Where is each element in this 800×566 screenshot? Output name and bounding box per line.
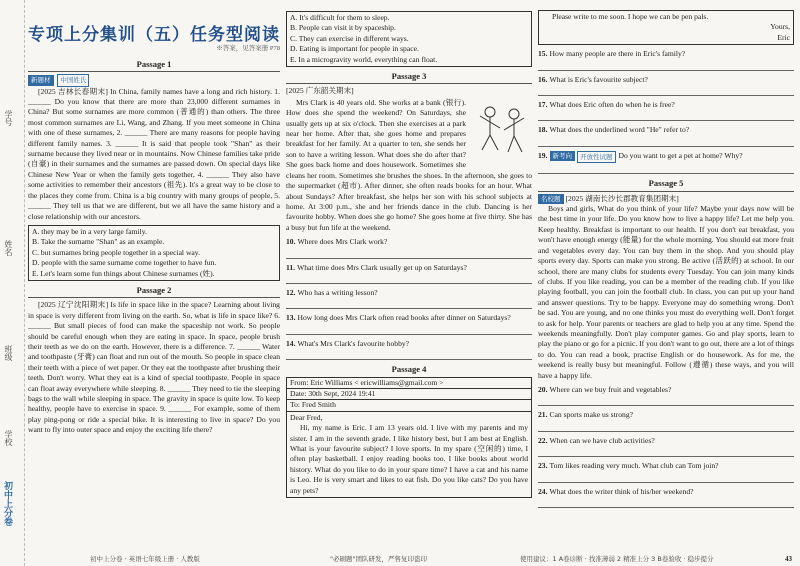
page-title: 专项上分集训（五）任务型阅读: [28, 25, 280, 45]
question-17: 17. What does Eric often do when he is free?: [538, 100, 675, 110]
email-closing: Please write to me soon. I hope we can be pen pals.: [552, 12, 709, 21]
passage5-text: Boys and girls, What do you think of your life? Maybe your days now will be the best time in your life. Do you know how to live a happy life? Let me help you. Keep healthy. Breakfast is important to our health. If you don't eat breakfast, you won't have enough energy (能量) for the whole morning. You should eat more fruit and vegetables every day. You can buy them in the shop. And you should play sports every day. Sports can make you strong. Be active (活跃的) at school. In our school, there are many clubs for students every Tuesday. You can join many kinds of clubs. If you like reading, you can be a member of the reading club. If you like playing football, you can join the football club. In class, you can put up your hand and answer questions. Try to be happy. Everyone may do something wrong. Don't be sad. You are young, and no one thinks you must do everything well. Don't forget to ask for help. Your parents or teachers are glad to help you at any time. Spend the weekends meaningfully. Don't play computer games. Go and play sports, learn to play the piano or go for a picnic. If you don't want to go out, there are a lot of things to do. You can read a book, practise English or do housework. As for me, the weekend is really busy but meaningful. Follow (遵循) these ways, and you will have a happy life.: [538, 204, 794, 380]
passage2-options: [286, 11, 532, 67]
question-19: 19. 新考向 开放性试题 Do you want to get a pet at home? Why?: [538, 151, 794, 163]
option: A. It's difficult for them to sleep.: [290, 13, 390, 22]
option: A. they may be in a very large family.: [32, 226, 147, 236]
email-body: Hi, my name is Eric. I am 13 years old. I live with my parents and my sister. I am in the seventh grade. I like history best, but I am best at English. What is your favourite subject? I love sports. In my spare (空闲的) time, I often play basketball. I enjoy reading books too. I like books about world history. What do you like to do in your spare time? I have a cat and his name is Leo. He is very smart and likes to eat fish. Do you like cats? Do you have any pets?: [290, 423, 528, 495]
name-label: 姓名: [4, 240, 13, 256]
passage3-text: Mrs Clark is 40 years old. She works at a bank (银行). How does she spend the weekend? On Saturdays, she usually gets up at six o'clock. Then she exercises at a park near her home. After that, she goes home and prepares breakfast for her family. At a quarter to ten, she sends her son to have a writing lesson. What does she do after that? She goes back home and does housework. Sometimes she cleans her room. Sometimes she brushes the shoes. In the afternoon, she goes to the supermarket (超市). After dinner, she often reads books for an hour. What about Sundays? After breakfast, she helps her son with his school subjects at home. At 3:00 p.m., she and her friends dance in the club. Dancing is her favourite hobby. When does she go home? She goes home at five thirty. She has a busy but fun life at the weekend.: [286, 97, 532, 232]
answer-line[interactable]: [538, 61, 794, 71]
passage2-text: [2025 辽宁沈阳期末] Is life in space like in the space? Learning about living in space is very different from living on the earth. So, what is life in space like? 6. ______ But small pieces of food can make the spaceship not work. So people should be careful enough when they are eating in space. In space, people brush their teeth as we do on the earth. However, there is a difference. 7. ______ Water and toothpaste (牙膏) can float and run out of the mouth. So people in space clean their teeth with a piece of wet paper. Or they eat the toothpaste after brushing their teeth. Don't worry. What they eat is a kind of special toothpaste. People in space can float away everywhere while sleeping. 8. ______ They need to tie the sleeping bags to the wall while sleeping in space. The gravity in space is quite low. To keep healthy, people have to exercise in space. 9. ______ For example, some of them play ping-pong or ride a special bike. It is interesting to live in space? Do you want to fly into outer space and enjoy the exciting life there?: [28, 300, 280, 435]
passage1-heading: Passage 1: [136, 58, 172, 69]
answer-line[interactable]: [538, 111, 794, 121]
answer-line[interactable]: [538, 164, 794, 174]
answer-note: ※答案，见答案册 P78: [216, 45, 280, 53]
answer-line[interactable]: [538, 498, 794, 508]
passage4-heading: Passage 4: [391, 364, 427, 375]
column-middle: [286, 8, 532, 498]
passage1-options: [28, 225, 280, 281]
question-24: 24. What does the writer think of his/her weekend?: [538, 486, 694, 496]
answer-line[interactable]: [286, 325, 532, 335]
question-21: 21. Can sports make us strong?: [538, 410, 634, 420]
binding-strip: [0, 0, 25, 566]
passage2-source: [2025 辽宁沈阳期末]: [38, 300, 109, 310]
answer-line[interactable]: [538, 447, 794, 457]
answer-line[interactable]: [538, 86, 794, 96]
answer-line[interactable]: [286, 350, 532, 360]
footer-left: 初中上分卷 · 英语七年级上册 · 人教版: [90, 555, 200, 563]
email-box-continued: [538, 10, 794, 45]
email-signoff: Yours,: [770, 22, 790, 32]
question-10: 10. Where does Mrs Clark work?: [286, 237, 388, 247]
passage5-source: [2025 湖南长沙长郡教育集团期末]: [565, 193, 679, 203]
question-20: 20. Where can we buy fruit and vegetables?: [538, 384, 672, 394]
school-label: 学校: [4, 430, 13, 446]
student-id-label: 学号: [4, 110, 13, 126]
question-22: 22. When can we have club activities?: [538, 435, 655, 445]
option: D. Eating is important for people in space.: [290, 44, 419, 54]
option: B. Take the surname "Shan" as an example.: [32, 237, 165, 247]
passage3-heading: Passage 3: [391, 71, 427, 82]
answer-line[interactable]: [286, 274, 532, 284]
tag-topic: 中国姓氏: [57, 74, 89, 86]
answer-line[interactable]: [286, 249, 532, 259]
email-from: From: Eric Williams < ericwilliams@gmail.com >: [287, 378, 531, 389]
passage1-source: [2025 吉林长春期末]: [38, 86, 108, 96]
email-to: To: Fred Smith: [287, 400, 531, 411]
footer-right: 使用建议：1 A卷诊断 · 找准薄弱 2 精准上分 3 B卷验收 · 稳步提分: [520, 555, 714, 563]
question-15: 15. How many people are there in Eric's family?: [538, 49, 686, 59]
option: E. In a microgravity world, everything can float.: [290, 54, 438, 64]
question-23: 23. Tom likes reading very much. What club can Tom join?: [538, 461, 719, 471]
option: E. Let's learn some fun things about Chinese surnames (姓).: [32, 268, 215, 278]
page-number: 43: [785, 555, 792, 563]
dancing-illustration: [470, 100, 532, 160]
option: B. People can visit it by spaceship.: [290, 23, 396, 33]
option: D. people with the same surname come together to have fun.: [32, 258, 217, 268]
option: C. They can exercise in different ways.: [290, 33, 409, 43]
column-left: [28, 8, 280, 436]
question-12: 12. Who has a writing lesson?: [286, 287, 378, 297]
brand-mark: 初中上分卷: [3, 481, 13, 526]
passage5-heading: Passage 5: [648, 178, 684, 189]
question-13: 13. How long does Mrs Clark often read books after dinner on Saturdays?: [286, 313, 511, 323]
column-right: [538, 8, 794, 511]
answer-line[interactable]: [538, 473, 794, 483]
email-date: Date: 30th Sept, 2024 19:41: [287, 389, 531, 400]
class-label: 班级: [4, 345, 13, 361]
passage3-source: [2025 广东韶关期末]: [286, 86, 354, 96]
email-greeting: Dear Fred,: [290, 412, 323, 422]
answer-line[interactable]: [538, 422, 794, 432]
question-14: 14. What's Mrs Clark's favourite hobby?: [286, 338, 410, 348]
answer-line[interactable]: [538, 396, 794, 406]
question-18: 18. What does the underlined word "He" refer to?: [538, 125, 690, 135]
footer-middle: "必刷题"团队研发，严售复印盗印: [330, 555, 427, 563]
passage1-text: [2025 吉林长春期末] In China, family names have a long and rich history. 1. ______ Do you know that there are more than 23,000 different surnames in China? But some surnames are more common (普通的) than others. The three most common surnames are Li, Wang, and Zhang. If you meet someone in China with one of these surnames, 2. ______ There are many reasons for people having different family names. 3. ______ It is said that people took "Shan" as their surname because they lived near or in mountains. Now Chinese families take pride (自豪) in their surnames and the surnames are passed down. On special days like Chinese New Year or when the family gets together, 4. ______ They also have some activities to remember their ancestors (祖先). It's a great way to be close to the places they come from. China is a big country with many groups of people, 5. ______ They tell us that we are different, but we all have the same history and a close relationship with our ancestors.: [28, 86, 280, 221]
email-signature: Eric: [777, 32, 790, 42]
option: C. but surnames bring people together in a special way.: [32, 247, 201, 257]
tag-new-topic: 新题材: [28, 75, 54, 85]
answer-line[interactable]: [286, 299, 532, 309]
question-11: 11. What time does Mrs Clark usually get up on Saturdays?: [286, 262, 467, 272]
passage2-heading: Passage 2: [136, 284, 172, 295]
answer-line[interactable]: [538, 137, 794, 147]
email-box: [286, 377, 532, 498]
question-16: 16. What is Eric's favourite subject?: [538, 74, 648, 84]
tag-famous-school: 名校题: [538, 194, 564, 204]
